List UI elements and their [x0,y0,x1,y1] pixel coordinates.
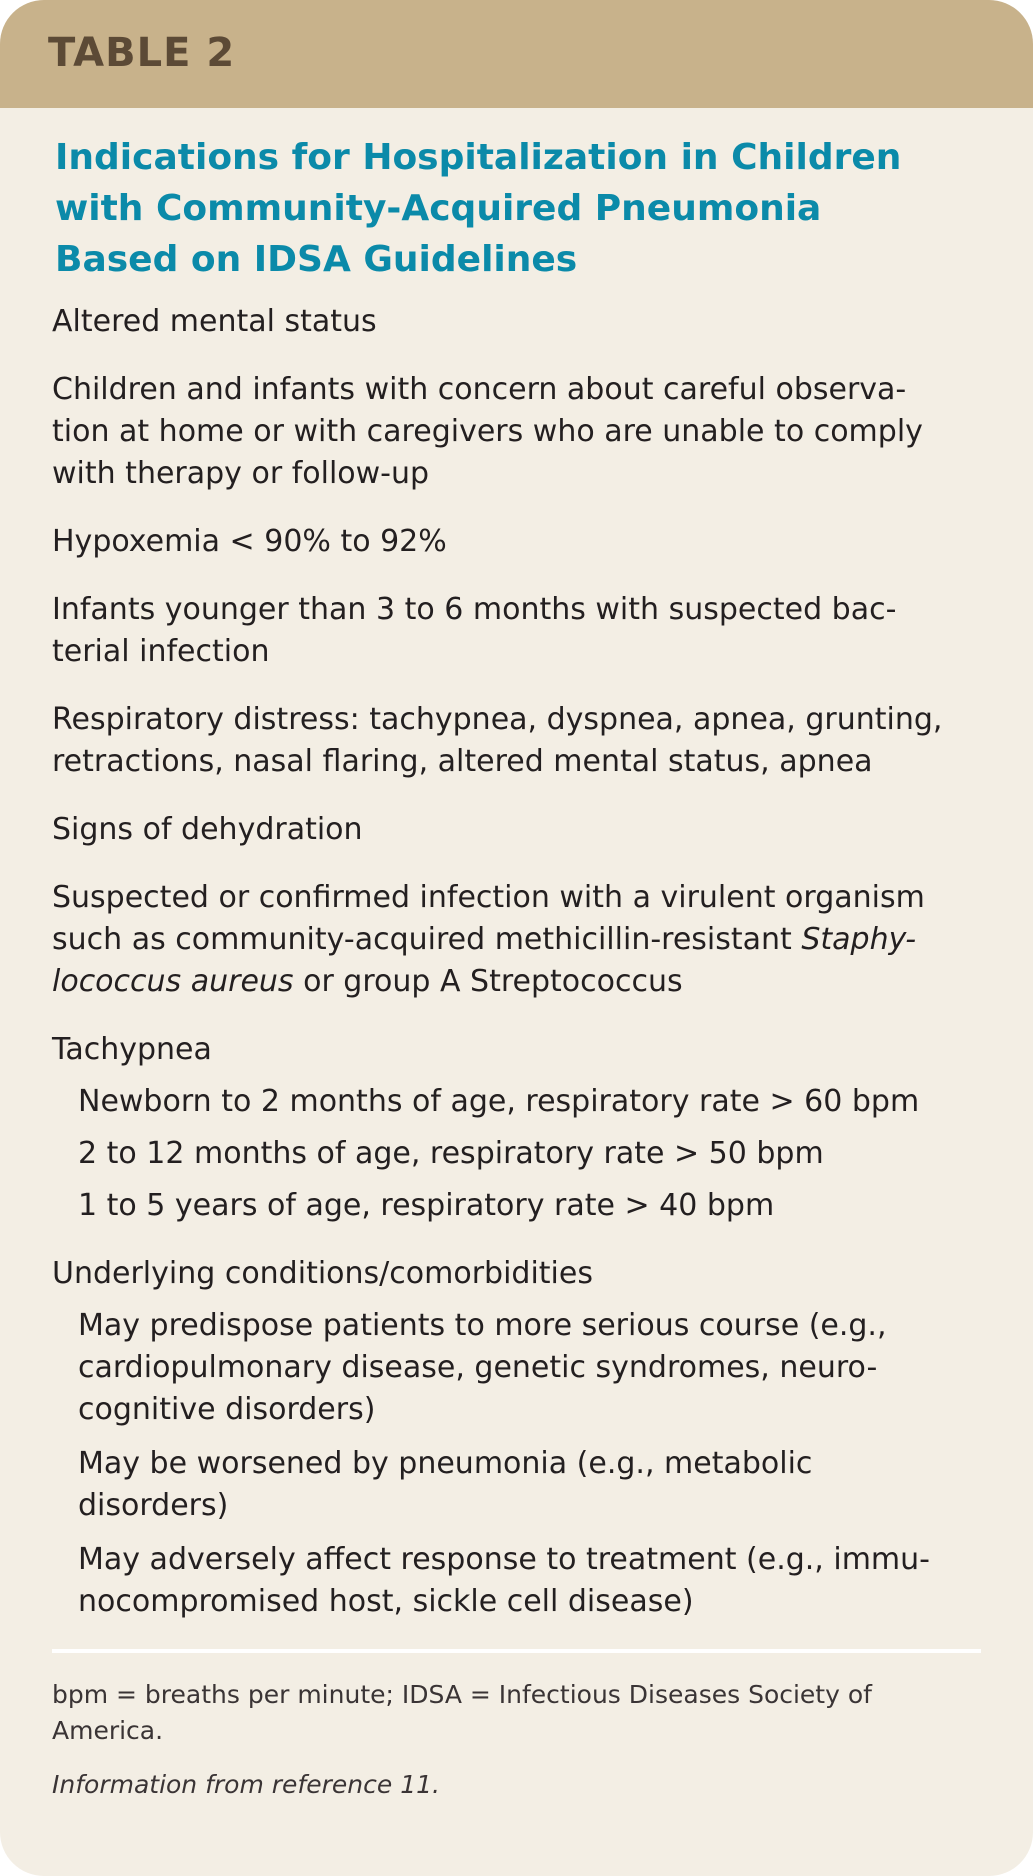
source-note: Information from reference 11. [52,1770,440,1799]
organism-name: lococcus aureus [52,964,294,999]
table-header [0,0,1033,108]
subitem-predispose [52,1305,981,1431]
item-line: Infants younger than 3 to 6 months with suspected bac- [52,592,897,627]
item-hypoxemia: Hypoxemia < 90% to 92% [52,524,447,559]
table-label: TABLE 2 [48,30,236,76]
item-line: retractions, nasal flaring, altered mental status, apnea [52,744,873,779]
item-line: cardiopulmonary disease, genetic syndromes, neuro- [78,1350,878,1385]
item-line: May predispose patients to more serious course (e.g., [78,1308,887,1343]
item-text: or group A Streptococcus [293,964,683,999]
item-tachypnea: Tachypnea [52,1032,212,1067]
footnote-divider [52,1649,981,1653]
item-line: May adversely affect response to treatment (e.g., immu- [78,1542,930,1577]
item-altered-mental-status: Altered mental status [52,304,377,339]
item-line [52,919,981,961]
title-line-2: with Community-Acquired Pneumonia [55,188,822,229]
subitem-1-to-5-years: 1 to 5 years of age, respiratory rate > 40 bpm [78,1188,775,1223]
item-line [52,961,981,1003]
item-respiratory-distress [52,699,981,783]
title-line-1: Indications for Hospitalization in Children [55,137,902,178]
item-line: Children and infants with concern about careful observa- [52,372,907,407]
item-line: disorders) [78,1488,229,1523]
underlying-subitems [52,1305,981,1623]
subitem-newborn: Newborn to 2 months of age, respiratory rate > 60 bpm [78,1084,920,1119]
item-line: nocompromised host, sickle cell disease) [78,1584,694,1619]
title-line-3: Based on IDSA Guidelines [55,239,578,280]
table-content [0,108,1033,1803]
item-infants-younger [52,589,981,673]
item-virulent-organism [52,877,981,1003]
subitem-adversely-affect [52,1539,981,1623]
item-line: terial infection [52,634,270,669]
table-title [55,132,981,285]
item-line: Respiratory distress: tachypnea, dyspnea, apnea, grunting, [52,702,943,737]
subitem-2-to-12-months: 2 to 12 months of age, respiratory rate > 50 bpm [78,1136,824,1171]
organism-name: Staphy- [801,922,917,957]
subitem-worsened [52,1443,981,1527]
abbreviations-footnote [52,1677,981,1749]
footnote-line: America. [52,1716,164,1745]
item-line: Suspected or confirmed infection with a virulent organism [52,880,925,915]
item-line: tion at home or with caregivers who are unable to comply [52,414,923,449]
item-careful-observation [52,369,981,495]
item-text: such as community-acquired methicillin-resistant [52,922,802,957]
item-dehydration: Signs of dehydration [52,812,363,847]
item-underlying-conditions: Underlying conditions/comorbidities [52,1256,593,1291]
item-line: cognitive disorders) [78,1392,376,1427]
tachypnea-subitems [52,1081,981,1227]
footnote-line: bpm = breaths per minute; IDSA = Infectious Diseases Society of [52,1680,872,1709]
item-line: May be worsened by pneumonia (e.g., metabolic [78,1446,813,1481]
item-line: with therapy or follow-up [52,456,430,491]
